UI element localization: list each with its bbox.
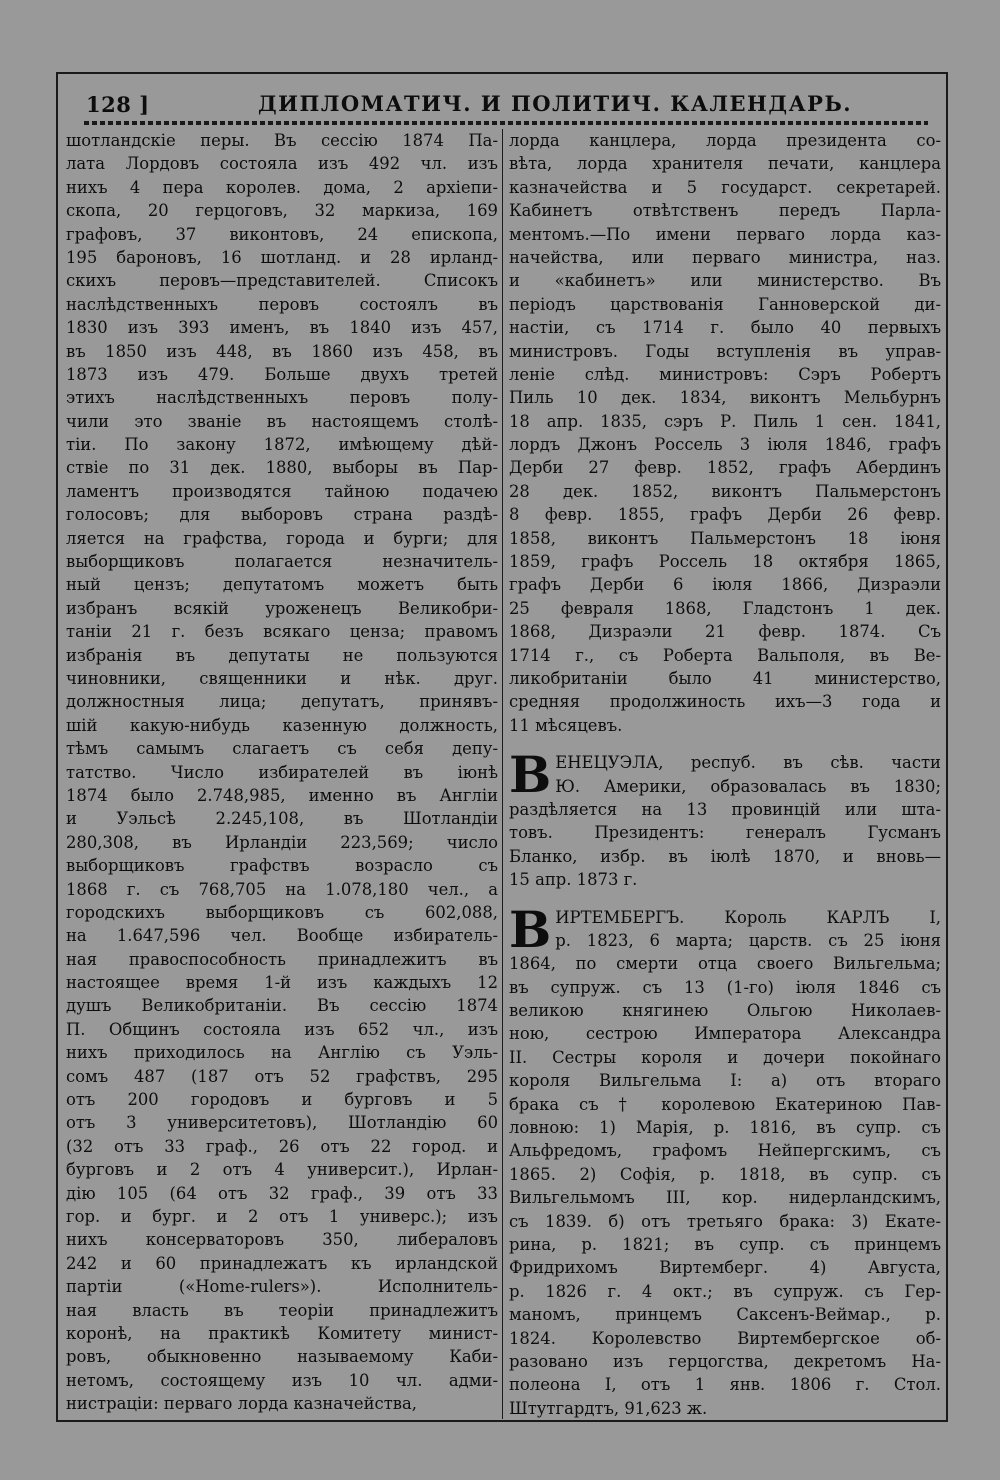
page-header	[58, 74, 946, 120]
text-line: отъ 3 университетовъ), Шотландію 60	[66, 1113, 498, 1133]
text-line: казначейства и 5 государст. секретарей.	[509, 177, 941, 197]
text-line: 1864, по смерти отца своего Вильгельма;	[509, 954, 941, 974]
text-line: въ супруж. съ 13 (1-го) іюля 1846 съ	[509, 977, 941, 997]
column-divider	[502, 129, 503, 1419]
text-line: шотландскіе перы. Въ сессію 1874 Па-	[66, 131, 498, 150]
text-line: лордъ Джонъ Россель 3 іюля 1846, графъ	[509, 435, 941, 455]
text-line: бурговъ и 2 отъ 4 университ.), Ирлан-	[66, 1160, 498, 1180]
right-column	[509, 129, 941, 1420]
text-line: городскихъ выборщиковъ съ 602,088,	[66, 902, 498, 922]
venezuela-text	[509, 745, 941, 891]
text-line: брака съ † королевою Екатериною Пав-	[509, 1094, 941, 1114]
text-line: 28 дек. 1852, виконтъ Пальмерстонъ	[509, 481, 941, 501]
text-line: 11 мѣсяцевъ.	[509, 715, 623, 735]
text-line: II. Сестры короля и дочери покойнаго	[509, 1047, 941, 1067]
text-line: Пиль 10 дек. 1834, виконтъ Мельбурнъ	[509, 388, 941, 408]
section-gap	[509, 737, 941, 751]
text-line: ИРТЕМБЕРГЪ. Король КАРЛЪ I,	[555, 907, 941, 927]
text-line: средняя продолжиность ихъ—3 года и	[509, 692, 941, 712]
text-line: ловною: 1) Марія, р. 1816, въ супр. съ	[509, 1118, 941, 1138]
text-line: лата Лордовъ состояла изъ 492 чл. изъ	[66, 154, 498, 174]
text-line: 1868 г. съ 768,705 на 1.078,180 чел., а	[66, 879, 498, 899]
text-line: выборщиковъ графствъ возрасло съ	[66, 856, 498, 876]
drop-cap: В	[509, 745, 552, 805]
text-line: 18 апр. 1835, сэръ Р. Пиль 1 сен. 1841,	[509, 411, 941, 431]
text-line: тѣмъ самымъ слагаетъ съ себя депу-	[66, 739, 498, 759]
text-line: этихъ наслѣдственныхъ перовъ полу-	[66, 388, 498, 408]
text-line: 1714 г., съ Роберта Вальполя, въ Ве-	[509, 645, 941, 665]
page-number: 128 ]	[86, 92, 150, 117]
text-line: должностныя лица; депутатъ, принявъ-	[66, 692, 498, 712]
text-line: графъ Дерби 6 іюля 1866, Дизраэли	[509, 575, 941, 595]
text-line: Штутгардтъ, 91,623 ж.	[509, 1398, 708, 1418]
text-line: 280,308, въ Ирландіи 223,569; число	[66, 832, 498, 852]
text-line: ствіе по 31 дек. 1880, выборы въ Пар-	[66, 458, 498, 478]
text-line: товъ. Президентъ: генералъ Гусманъ	[509, 823, 941, 843]
text-line: на 1.647,596 чел. Вообще избиратель-	[66, 926, 498, 946]
running-title: ДИПЛОМАТИЧ. И ПОЛИТИЧ. КАЛЕНДАРЬ.	[258, 91, 853, 116]
text-line: Бланко, избр. въ іюлѣ 1870, и вновь—	[509, 846, 941, 866]
text-line: настоящее время 1-й изъ каждыхъ 12	[66, 973, 498, 993]
text-line: леніе слѣд. министровъ: Сэръ Робертъ	[509, 364, 941, 384]
entry-wurttemberg	[509, 899, 941, 1421]
text-line: р. 1823, 6 марта; царств. съ 25 іюня	[555, 930, 941, 950]
text-line: ЕНЕЦУЭЛА, респуб. въ сѣв. части	[555, 753, 941, 773]
text-line: раздѣляется на 13 провинцій или шта-	[509, 799, 941, 819]
text-line: лорда канцлера, лорда президента со-	[509, 131, 941, 150]
text-line: полеона I, отъ 1 янв. 1806 г. Стол.	[509, 1375, 941, 1395]
cabinet-paragraph	[509, 129, 941, 737]
text-line: ликобританіи было 41 министерство,	[509, 668, 941, 688]
text-line: выборщиковъ полагается незначитель-	[66, 552, 498, 572]
entry-venezuela	[509, 745, 941, 891]
text-line: Альфредомъ, графомъ Нейпергскимъ, съ	[509, 1141, 941, 1161]
text-line: П. Общинъ состояла изъ 652 чл., изъ	[66, 1019, 498, 1039]
document-page	[56, 72, 948, 1422]
text-line: Вильгельмомъ III, кор. нидерландскимъ,	[509, 1188, 941, 1208]
text-line: министровъ. Годы вступленія въ управ-	[509, 341, 941, 361]
text-line: 1830 изъ 393 именъ, въ 1840 изъ 457,	[66, 318, 498, 338]
text-line: таніи 21 г. безъ всякаго ценза; правомъ	[66, 622, 498, 642]
text-line: 242 и 60 принадлежатъ къ ирландской	[66, 1253, 498, 1273]
text-line: и Уэльсѣ 2.245,108, въ Шотландіи	[66, 809, 498, 829]
text-line: періодъ царствованія Ганноверской ди-	[509, 294, 941, 314]
section-gap	[509, 892, 941, 906]
text-line: начейства, или перваго министра, наз.	[509, 247, 941, 267]
text-line: гор. и бург. и 2 отъ 1 универс.); изъ	[66, 1206, 498, 1226]
text-line: скопа, 20 герцоговъ, 32 маркиза, 169	[66, 201, 498, 221]
text-line: избранія въ депутаты не пользуются	[66, 645, 498, 665]
text-line: Фридрихомъ Виртемберг. 4) Августа,	[509, 1258, 941, 1278]
text-line: дію 105 (64 отъ 32 граф., 39 отъ 33	[66, 1183, 498, 1203]
text-line: наслѣдственныхъ перовъ состоялъ въ	[66, 294, 498, 314]
text-line: (32 отъ 33 граф., 26 отъ 22 город. и	[66, 1136, 498, 1156]
text-line: ламентъ производятся тайною подачею	[66, 481, 498, 501]
text-line: шій какую-нибудь казенную должность,	[66, 715, 498, 735]
text-line: скихъ перовъ—представителей. Списокъ	[66, 271, 498, 291]
text-line: 1868, Дизраэли 21 февр. 1874. Съ	[509, 622, 941, 642]
text-line: разовано изъ герцогства, декретомъ На-	[509, 1351, 941, 1371]
text-line: нистраціи: перваго лорда казначейства,	[66, 1394, 417, 1414]
header-rule	[84, 121, 928, 125]
text-line: въ 1850 изъ 448, въ 1860 изъ 458, въ	[66, 341, 498, 361]
wurttemberg-text	[509, 899, 941, 1421]
text-line: 1874 было 2.748,985, именно въ Англіи	[66, 785, 498, 805]
text-line: нихъ приходилось на Англію съ Уэль-	[66, 1043, 498, 1063]
text-line: Кабинетъ отвѣтственъ передъ Парла-	[509, 201, 941, 221]
text-line: 1865. 2) Софія, р. 1818, въ супр. съ	[509, 1164, 941, 1184]
text-line: сомъ 487 (187 отъ 52 графствъ, 295	[66, 1066, 498, 1086]
text-line: ный цензъ; депутатомъ можетъ быть	[66, 575, 498, 595]
text-line: 15 апр. 1873 г.	[509, 870, 638, 890]
text-line: Дерби 27 февр. 1852, графъ Абердинъ	[509, 458, 941, 478]
text-line: нетомъ, состоящему изъ 10 чл. адми-	[66, 1370, 498, 1390]
text-line: ментомъ.—По имени перваго лорда каз-	[509, 224, 941, 244]
text-line: маномъ, принцемъ Саксенъ-Веймар., р.	[509, 1305, 941, 1325]
text-line: и «кабинетъ» или министерство. Въ	[509, 271, 941, 291]
text-line: партіи («Home-rulers»). Исполнитель-	[66, 1277, 498, 1297]
text-line: ная правоспособность принадлежитъ въ	[66, 949, 498, 969]
text-line: вѣта, лорда хранителя печати, канцлера	[509, 154, 941, 174]
text-line: рина, р. 1821; въ супр. съ принцемъ	[509, 1234, 941, 1254]
text-line: графовъ, 37 виконтовъ, 24 епископа,	[66, 224, 498, 244]
drop-cap: В	[509, 899, 552, 959]
text-line: нихъ консерваторовъ 350, либераловъ	[66, 1230, 498, 1250]
text-line: татство. Число избирателей въ іюнѣ	[66, 762, 498, 782]
text-line: р. 1826 г. 4 окт.; въ супруж. съ Гер-	[509, 1281, 941, 1301]
text-line: чили это званіе въ настоящемъ столѣ-	[66, 411, 498, 431]
text-line: тіи. По закону 1872, имѣющему дѣй-	[66, 435, 498, 455]
text-line: душъ Великобританіи. Въ сессію 1874	[66, 996, 498, 1016]
text-line: нихъ 4 пера королев. дома, 2 архіепи-	[66, 177, 498, 197]
text-line: 1873 изъ 479. Больше двухъ третей	[66, 364, 498, 384]
text-line: отъ 200 городовъ и бурговъ и 5	[66, 1090, 498, 1110]
text-line: съ 1839. б) отъ третьяго брака: 3) Екате-	[509, 1211, 941, 1231]
text-line: 25 февраля 1868, Гладстонъ 1 дек.	[509, 598, 941, 618]
text-line: настіи, съ 1714 г. было 40 первыхъ	[509, 318, 941, 338]
text-line: 1858, виконтъ Пальмерстонъ 18 іюня	[509, 528, 941, 548]
text-line: 1859, графъ Россель 18 октября 1865,	[509, 552, 941, 572]
text-line: 195 бароновъ, 16 шотланд. и 28 ирланд-	[66, 247, 498, 267]
text-line: избранъ всякій уроженецъ Великобри-	[66, 598, 498, 618]
text-line: голосовъ; для выборовъ страна раздѣ-	[66, 505, 498, 525]
left-column	[66, 129, 498, 1415]
text-line: ная власть въ теоріи принадлежитъ	[66, 1300, 498, 1320]
text-line: короля Вильгельма I: а) отъ втораго	[509, 1071, 941, 1091]
text-line: коронѣ, на практикѣ Комитету минист-	[66, 1323, 498, 1343]
text-line: великою княгинею Ольгою Николаев-	[509, 1001, 941, 1021]
text-line: ляется на графства, города и бурги; для	[66, 528, 498, 548]
text-line: чиновники, священники и нѣк. друг.	[66, 668, 498, 688]
text-line: ною, сестрою Императора Александра	[509, 1024, 941, 1044]
text-line: Ю. Америки, образовалась въ 1830;	[555, 776, 941, 796]
text-line: 8 февр. 1855, графъ Дерби 26 февр.	[509, 505, 941, 525]
text-line: 1824. Королевство Виртембергское об-	[509, 1328, 941, 1348]
text-line: ровъ, обыкновенно называемому Каби-	[66, 1347, 498, 1367]
